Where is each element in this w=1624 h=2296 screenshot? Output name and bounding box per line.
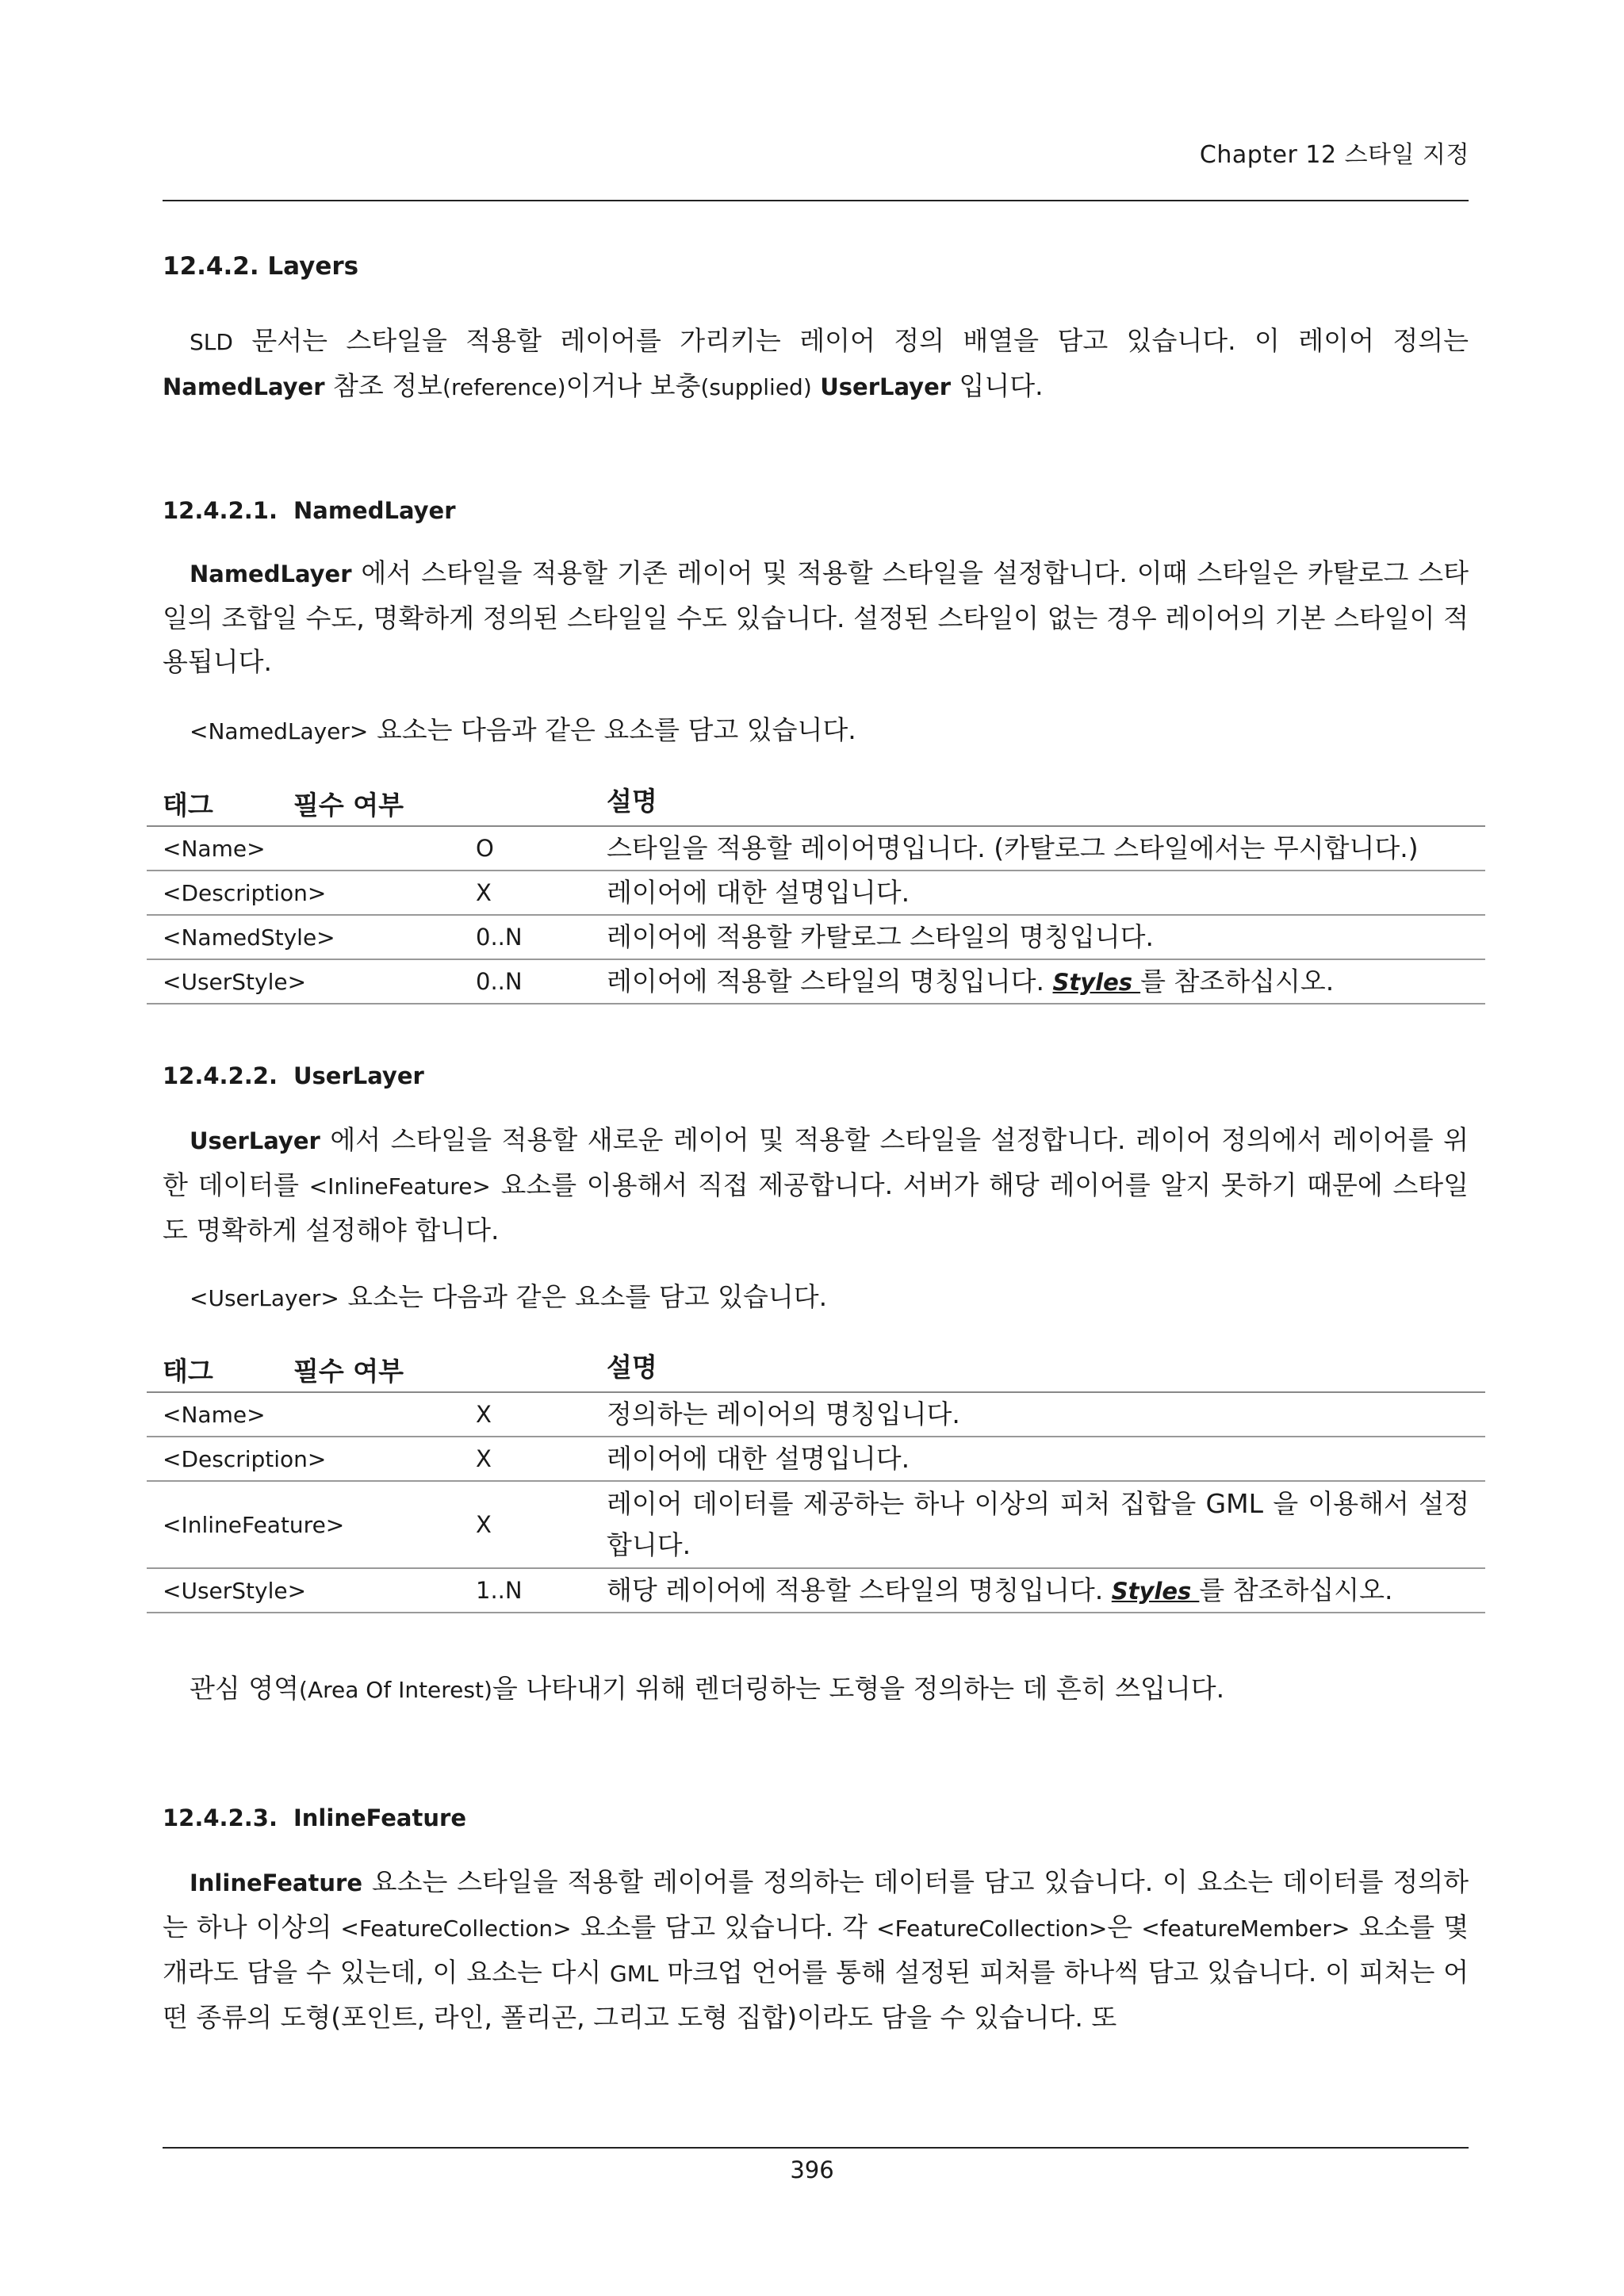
userlayer-intro: <UserLayer> 요소는 다음과 같은 요소를 담고 있습니다. (190, 1281, 828, 1312)
page-number: 396 (790, 2156, 834, 2183)
table-row: <Description> X 레이어에 대한 설명입니다. (147, 1437, 1485, 1482)
table-row: <UserStyle> 0..N 레이어에 적용할 스타일의 명칭입니다. Styles 를 참조하십시오. (147, 960, 1485, 1004)
table-row: <Description> X 레이어에 대한 설명입니다. (147, 871, 1485, 916)
header-rule (163, 200, 1469, 201)
section-heading-inlinefeature: 12.4.2.3. InlineFeature (163, 1804, 466, 1831)
table-row: <InlineFeature> X 레이어 데이터를 제공하는 하나 이상의 피처 집합을 GML 을 이용해서 설정합니다. (147, 1482, 1485, 1569)
namedlayer-intro: <NamedLayer> 요소는 다음과 같은 요소를 담고 있습니다. (190, 714, 856, 745)
namedlayer-table (147, 779, 1485, 1004)
footer-rule (163, 2147, 1469, 2149)
userlayer-paragraph: UserLayer 에서 스타일을 적용할 새로운 레이어 및 적용할 스타일을 설정합니다. 레이어 정의에서 레이어를 위한 데이터를 <InlineFeature> 요소를 이용해서 직접 제공합니다. 서버가 해당 레이어를 알지 못하기 때문에 스타일도 명확하게 설정해야 합니다. (163, 1124, 1469, 1246)
styles-link[interactable]: Styles (1111, 1577, 1200, 1605)
table-row: <UserStyle> 1..N 해당 레이어에 적용할 스타일의 명칭입니다. Styles 를 참조하십시오. (147, 1569, 1485, 1613)
section-heading-layers: 12.4.2. Layers (163, 252, 359, 281)
userlayer-table (147, 1345, 1485, 1613)
area-of-interest-note: 관심 영역(Area Of Interest)을 나타내기 위해 렌더링하는 도형을 정의하는 데 흔히 쓰입니다. (190, 1673, 1225, 1704)
table-header: 태그 필수 여부 설명 (147, 779, 1485, 827)
table-header: 태그 필수 여부 설명 (147, 1345, 1485, 1393)
namedlayer-paragraph: NamedLayer 에서 스타일을 적용할 기존 레이어 및 적용할 스타일을 설정합니다. 이때 스타일은 카탈로그 스타일의 조합일 수도, 명확하게 정의된 스타일일 수도 있습니다. 설정된 스타일이 없는 경우 레이어의 기본 스타일이 적용됩니다. (163, 557, 1469, 677)
layers-paragraph: SLD 문서는 스타일을 적용할 레이어를 가리키는 레이어 정의 배열을 담고 있습니다. 이 레이어 정의는 NamedLayer 참조 정보(reference)이거나 보충(supplied) UserLayer 입니다. (163, 325, 1469, 401)
inlinefeature-paragraph: InlineFeature 요소는 스타일을 적용할 레이어를 정의하는 데이터를 담고 있습니다. 이 요소는 데이터를 정의하는 하나 이상의 <FeatureCollection> 요소를 담고 있습니다. 각 <FeatureCollection>은 <featureMember> 요소를 몇 개라도 담을 수 있는데, 이 요소는 다시 GML 마크업 언어를 통해 설정된 피처를 하나씩 담고 있습니다. 이 피처는 어떤 종류의 도형(포인트, 라인, 폴리곤, 그리고 도형 집합)이라도 담을 수 있습니다. 또 (163, 1866, 1469, 2033)
table-row: <Name> X 정의하는 레이어의 명칭입니다. (147, 1393, 1485, 1437)
section-heading-namedlayer: 12.4.2.1. NamedLayer (163, 497, 456, 524)
section-heading-userlayer: 12.4.2.2. UserLayer (163, 1062, 424, 1089)
table-row: <Name> O 스타일을 적용할 레이어명입니다. (카탈로그 스타일에서는 무시합니다.) (147, 827, 1485, 871)
styles-link[interactable]: Styles (1052, 968, 1141, 996)
running-header: Chapter 12 스타일 지정 (1199, 141, 1469, 169)
table-row: <NamedStyle> 0..N 레이어에 적용할 카탈로그 스타일의 명칭입니다. (147, 916, 1485, 960)
